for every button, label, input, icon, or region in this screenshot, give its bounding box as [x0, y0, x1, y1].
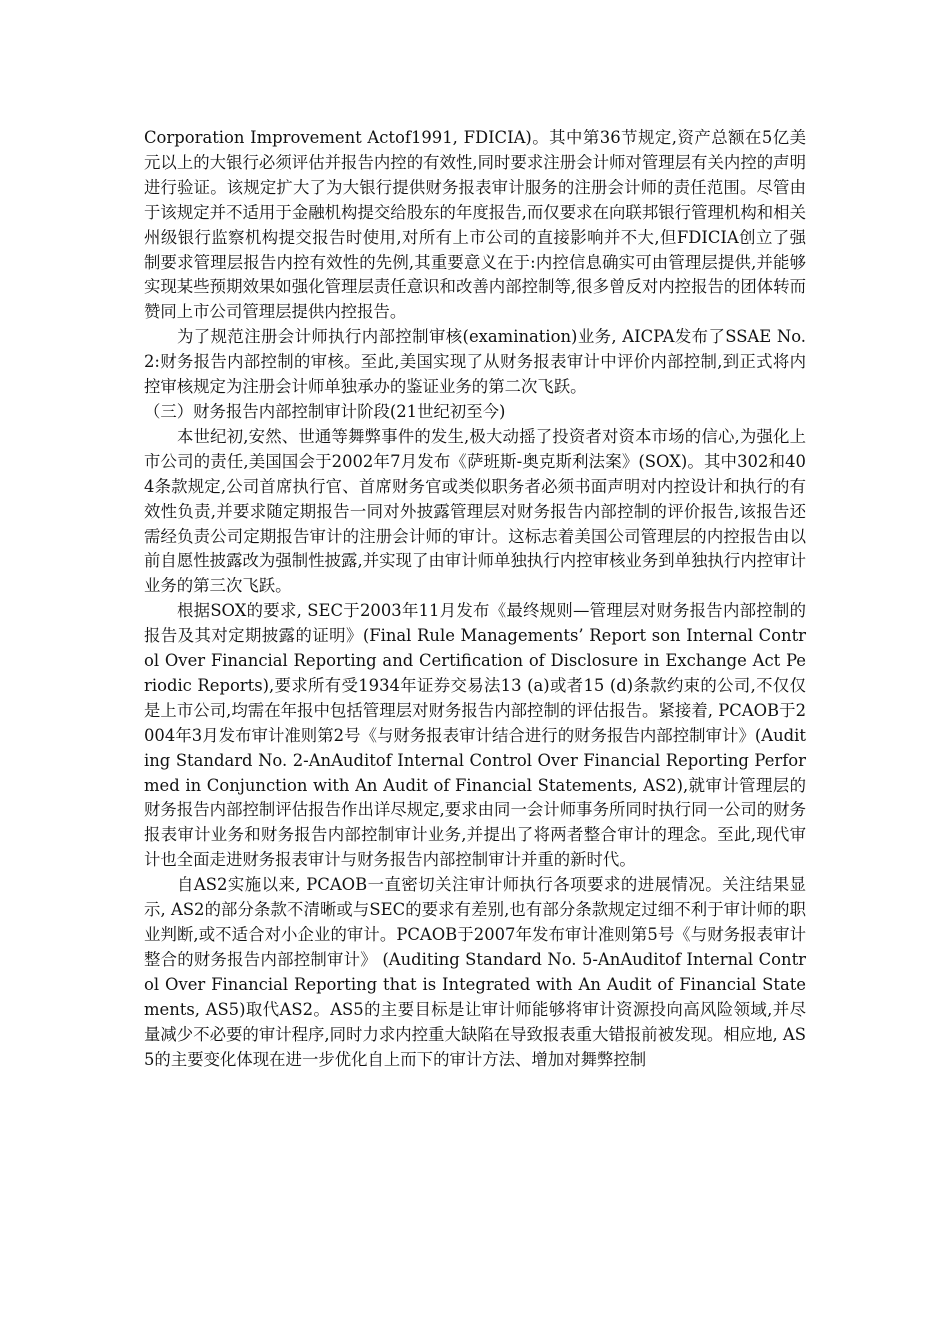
paragraph-fdicia: Corporation Improvement Actof1991, FDICIA)。其中第36节规定,资产总额在5亿美元以上的大银行必须评估并报告内控的有效性,同时要求注册会计师对管理层有关内控的声明进行验证。该规定扩大了为大银行提供财务报表审计服务的注册会计师的责任范围。尽管由于该规定并不适用于金融机构提交给股东的年度报告,而仅要求在向联邦银行管理机构和相关州级银行监察机构提交报告时使用,对所有上市公司的直接影响并不大,但FDICIA创立了强制要求管理层报告内控有效性的先例,其重要意义在于:内控信息确实可由管理层提供,并能够实现某些预期效果如强化管理层责任意识和改善内部控制等,很多曾反对内控报告的团体转而赞同上市公司管理层提供内控报告。	[144, 128, 806, 322]
paragraph-as5: 自AS2实施以来, PCAOB一直密切关注审计师执行各项要求的进展情况。关注结果显示, AS2的部分条款不清晰或与SEC的要求有差别,也有部分条款规定过细不利于审计师的职业判断,或不适合对小企业的审计。PCAOB于2007年发布审计准则第5号《与财务报表审计整合的财务报告内部控制审计》 (Auditing Standard No. 5-AnAuditof Internal Control Over Financial Reporting that is Integrated with An Audit of Financial Statements, AS5)取代AS2。AS5的主要目标是让审计师能够将审计资源投向高风险领域,并尽量减少不必要的审计程序,同时力求内控重大缺陷在导致报表重大错报前被发现。相应地, AS5的主要变化体现在进一步优化自上而下的审计方法、增加对舞弊控制	[144, 875, 806, 1069]
document-page	[144, 126, 806, 1072]
paragraph-ssae-no2: 为了规范注册会计师执行内部控制审核(examination)业务, AICPA发布了SSAE No. 2:财务报告内部控制的审核。至此,美国实现了从财务报表审计中评价内部控制,到正式将内控审核规定为注册会计师单独承办的鉴证业务的第二次飞跃。	[144, 327, 806, 397]
paragraph-sox: 本世纪初,安然、世通等舞弊事件的发生,极大动摇了投资者对资本市场的信心,为强化上市公司的责任,美国国会于2002年7月发布《萨班斯-奥克斯利法案》(SOX)。其中302和404条款规定,公司首席执行官、首席财务官或类似职务者必须书面声明对内控设计和执行的有效性负责,并要求随定期报告一同对外披露管理层对财务报告内部控制的评价报告,该报告还需经负责公司定期报告审计的注册会计师的审计。这标志着美国公司管理层的内控报告由以前自愿性披露改为强制性披露,并实现了由审计师单独执行内控审核业务到单独执行内控审计业务的第三次飞跃。	[144, 426, 806, 596]
paragraph-sec-as2: 根据SOX的要求, SEC于2003年11月发布《最终规则—管理层对财务报告内部控制的报告及其对定期披露的证明》(Final Rule Managements’ Report son Internal Control Over Financial Reporting and Certification of Disclosure in Exchange Act Periodic Reports),要求所有受1934年证券交易法13 (a)或者15 (d)条款约束的公司,不仅仅是上市公司,均需在年报中包括管理层对财务报告内部控制的评估报告。紧接着, PCAOB于2004年3月发布审计准则第2号《与财务报表审计结合进行的财务报告内部控制审计》(Auditing Standard No. 2-AnAuditof Internal Control Over Financial Reporting Performed in Conjunction with An Audit of Financial Statements, AS2),就审计管理层的财务报告内部控制评估报告作出详尽规定,要求由同一会计师事务所同时执行同一公司的财务报表审计业务和财务报告内部控制审计业务,并提出了将两者整合审计的理念。至此,现代审计也全面走进财务报表审计与财务报告内部控制审计并重的新时代。	[144, 601, 806, 870]
section-heading-stage-three: （三）财务报告内部控制审计阶段(21世纪初至今)	[144, 401, 506, 421]
